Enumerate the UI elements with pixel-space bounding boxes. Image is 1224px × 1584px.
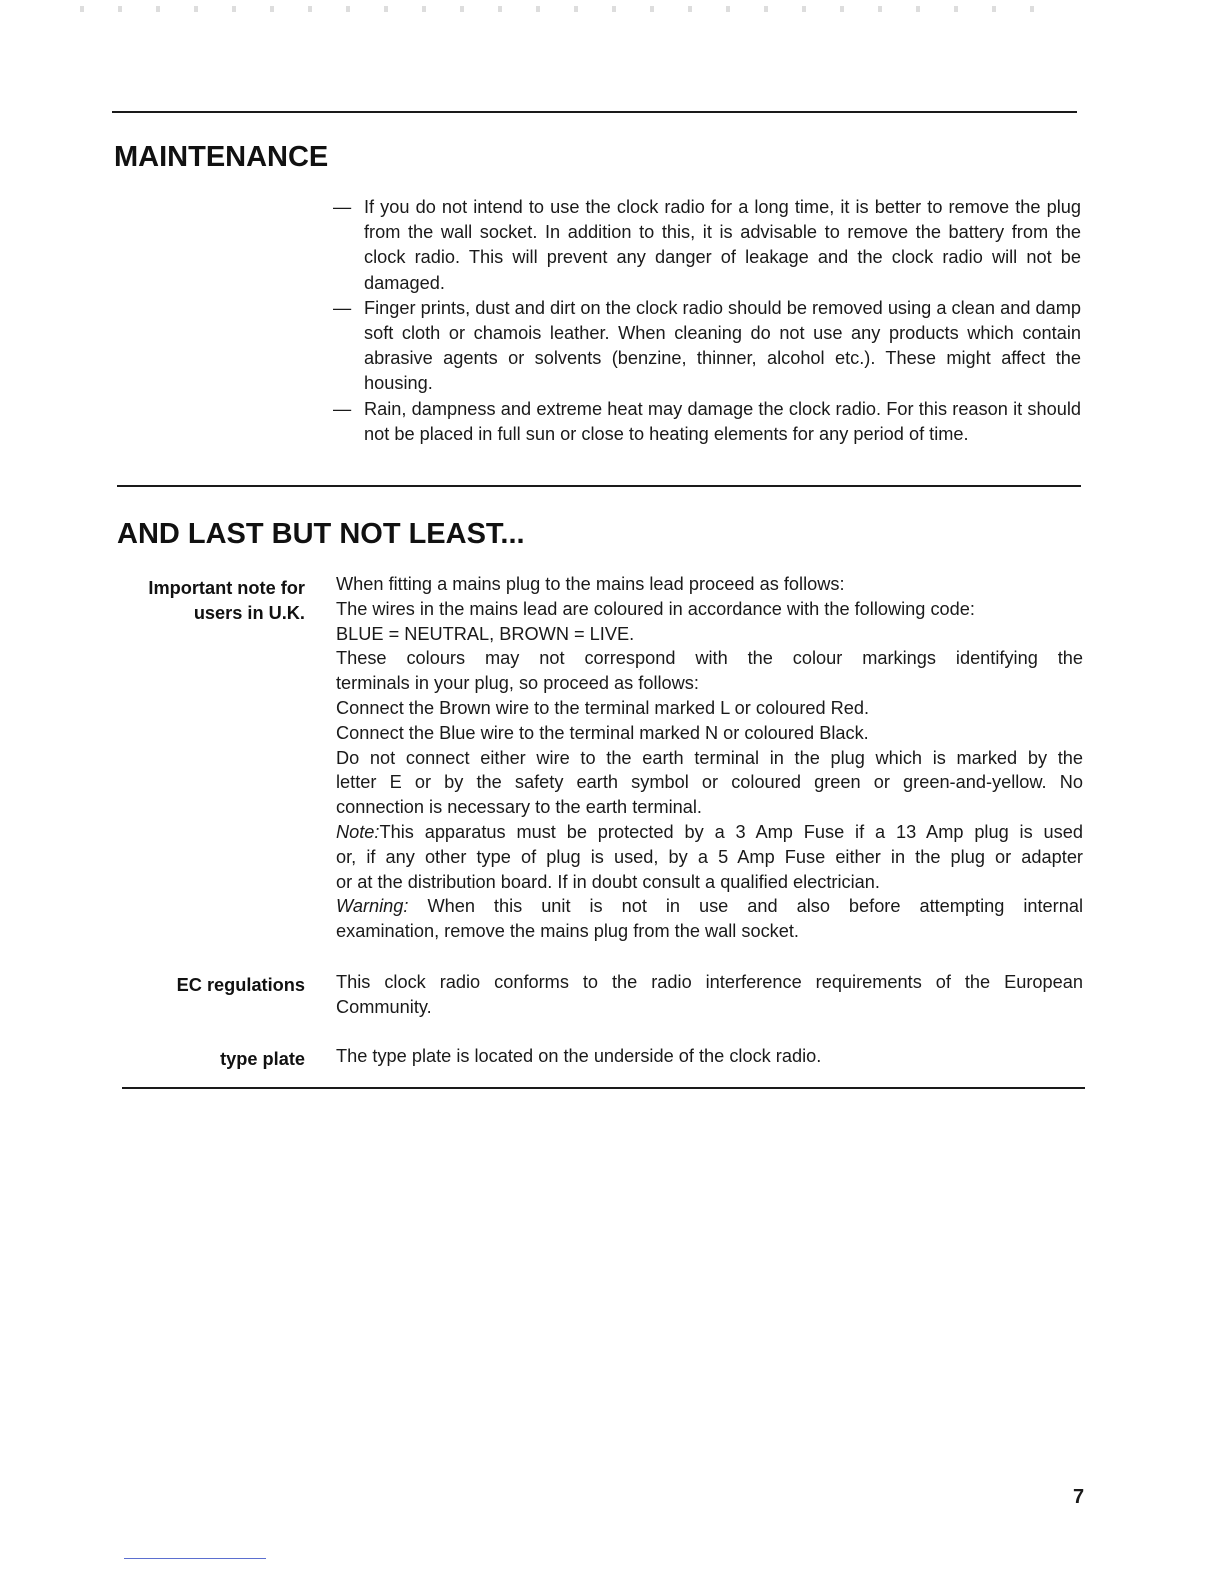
list-item bbox=[333, 195, 1081, 296]
warning-line bbox=[336, 894, 1083, 919]
maintenance-heading: MAINTENANCE bbox=[114, 141, 329, 173]
body-line: Connect the Brown wire to the terminal marked L or coloured Red. bbox=[336, 697, 870, 718]
type-plate-label: type plate bbox=[220, 1049, 305, 1069]
body-line: letter E or by the safety earth symbol or coloured green or green-and-yellow. No bbox=[336, 772, 1083, 793]
note-line: or at the distribution board. If in doubt consult a qualified electrician. bbox=[336, 871, 880, 892]
uk-note-body bbox=[336, 572, 1083, 944]
body-line: When fitting a mains plug to the mains lead proceed as follows: bbox=[336, 574, 845, 594]
warning-text: When this unit is not in use and also before attempting internal bbox=[427, 896, 1083, 917]
bottom-rule bbox=[122, 1087, 1085, 1089]
body-line: connection is necessary to the earth terminal. bbox=[336, 797, 702, 818]
page-number: 7 bbox=[1073, 1486, 1085, 1508]
body-line: terminals in your plug, so proceed as follows: bbox=[336, 673, 699, 694]
top-rule bbox=[112, 111, 1077, 113]
dash-marker: — bbox=[333, 398, 352, 419]
scan-artifact-top bbox=[80, 6, 1060, 12]
body-line: Community. bbox=[336, 996, 432, 1017]
body-line: The wires in the mains lead are coloured in accordance with the following code: bbox=[336, 598, 975, 619]
uk-label-line: Important note for bbox=[148, 578, 305, 598]
list-item bbox=[333, 397, 1081, 447]
dash-marker: — bbox=[333, 297, 352, 318]
note-line: or, if any other type of plug is used, by a 5 Amp Fuse either in the plug or adapter bbox=[336, 846, 1083, 867]
maintenance-item-text: Rain, dampness and extreme heat may damage the clock radio. For this reason it should not be placed in full sun or close to heating elements for any period of time. bbox=[364, 398, 1081, 444]
warning-label: Warning: bbox=[336, 896, 409, 917]
uk-note-label bbox=[105, 576, 305, 626]
body-line: Connect the Blue wire to the terminal marked N or coloured Black. bbox=[336, 722, 869, 743]
list-item bbox=[333, 296, 1081, 397]
note-label: Note: bbox=[336, 821, 380, 842]
body-line: Do not connect either wire to the earth terminal in the plug which is marked by the bbox=[336, 747, 1083, 768]
warning-line: examination, remove the mains plug from the wall socket. bbox=[336, 921, 799, 942]
last-heading: AND LAST BUT NOT LEAST... bbox=[117, 518, 525, 550]
uk-label-line: users in U.K. bbox=[193, 603, 305, 623]
maintenance-list bbox=[333, 195, 1081, 447]
body-line: This clock radio conforms to the radio interference requirements of the European bbox=[336, 972, 1083, 992]
body-line: BLUE = NEUTRAL, BROWN = LIVE. bbox=[336, 623, 635, 644]
note-text: This apparatus must be protected by a 3 Amp Fuse if a 13 Amp plug is used bbox=[379, 821, 1083, 842]
maintenance-item-text: If you do not intend to use the clock radio for a long time, it is better to remove the plug from the wall socket. In addition to this, it is advisable to remove the battery from the clock radio. This will prevent any danger of leakage and the clock radio will not be damaged. bbox=[364, 197, 1081, 293]
scan-artifact-bottom bbox=[124, 1558, 266, 1559]
type-plate-body bbox=[336, 1044, 1083, 1069]
body-line: These colours may not correspond with the colour markings identifying the bbox=[336, 648, 1083, 669]
maintenance-item-text: Finger prints, dust and dirt on the clock radio should be removed using a clean and damp soft cloth or chamois leather. When cleaning do not use any products which contain abrasive agents or solvents (benzine, thinner, alcohol etc.). These might affect the housing. bbox=[364, 297, 1081, 394]
middle-rule bbox=[117, 485, 1081, 487]
note-line bbox=[336, 820, 1083, 845]
dash-marker: — bbox=[333, 197, 352, 217]
ec-body bbox=[336, 970, 1083, 1020]
body-line: The type plate is located on the underside of the clock radio. bbox=[336, 1046, 822, 1066]
ec-label: EC regulations bbox=[176, 975, 305, 995]
